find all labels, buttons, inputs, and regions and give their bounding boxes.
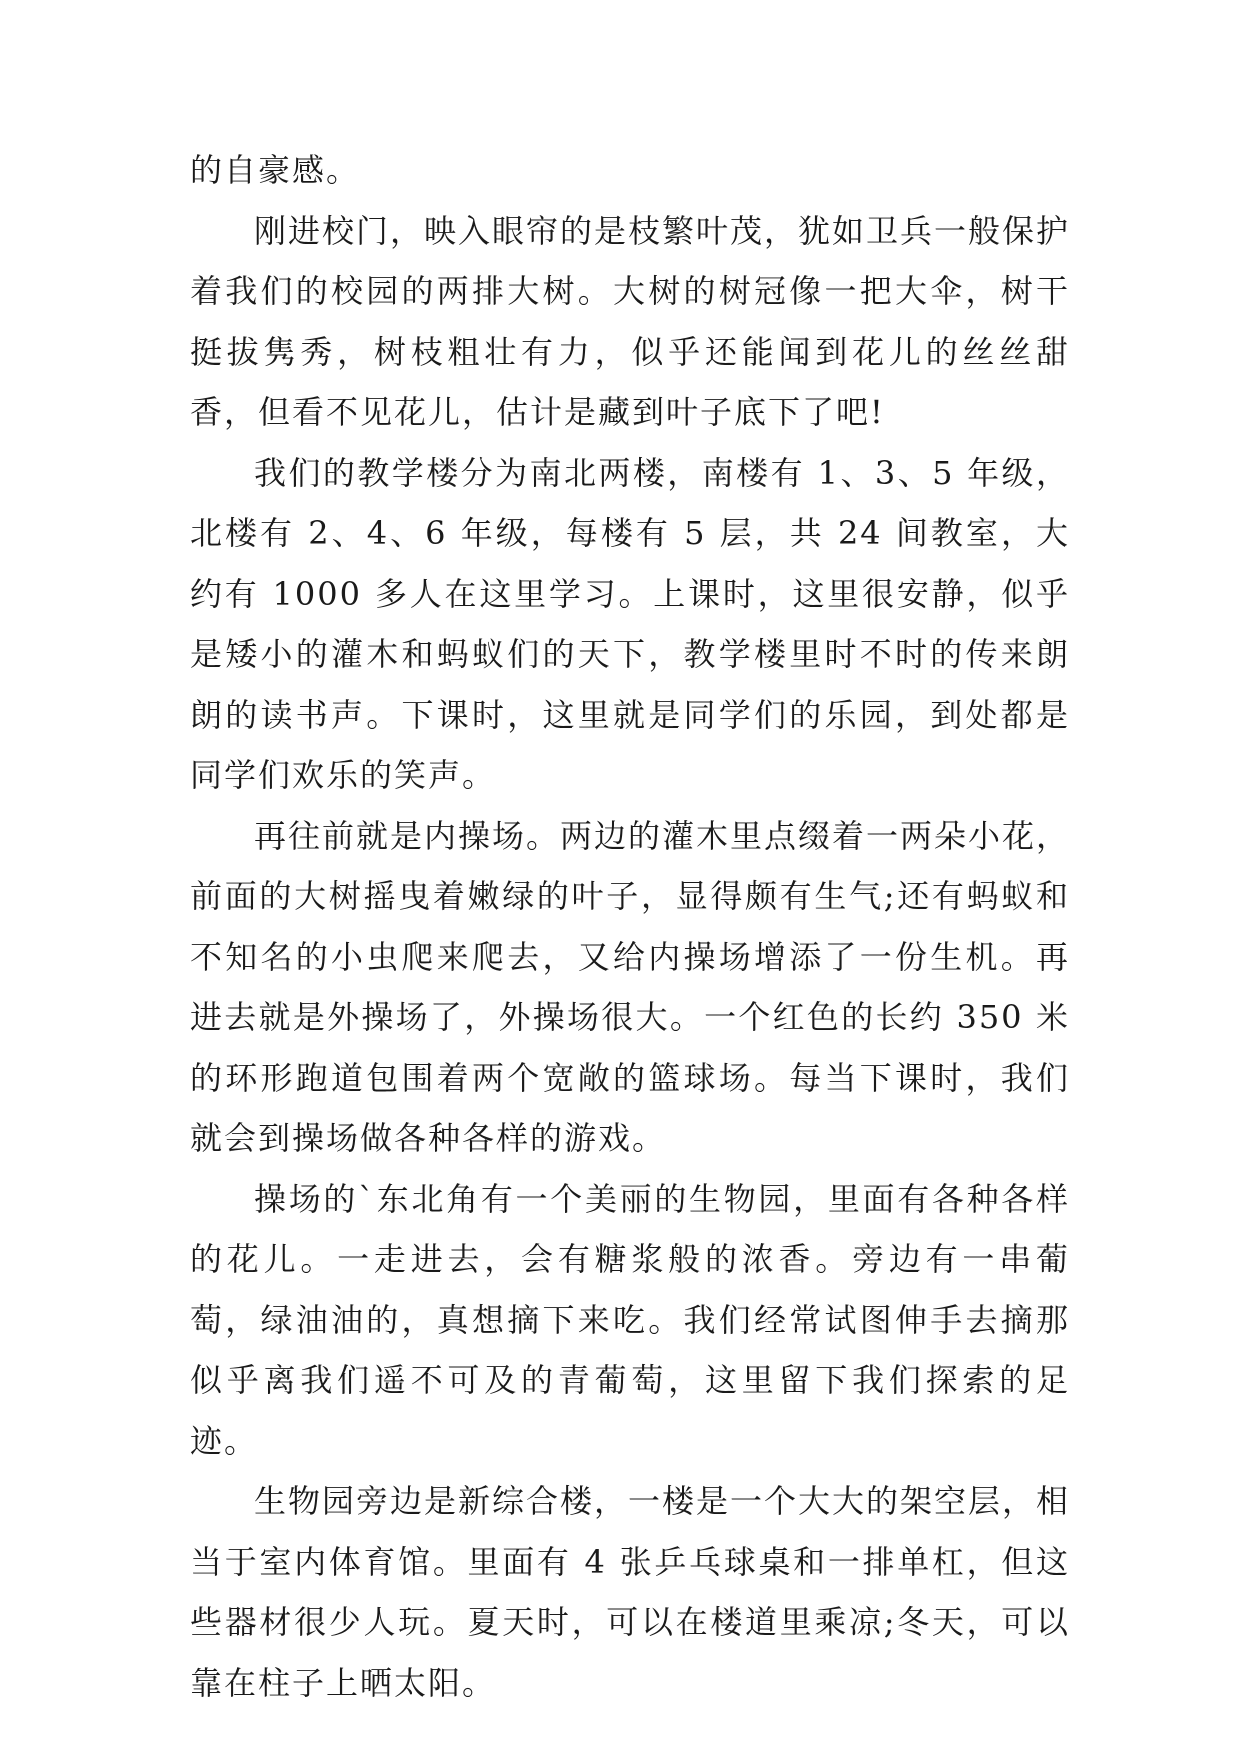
document-page (190, 140, 1070, 1713)
paragraph-6: 生物园旁边是新综合楼，一楼是一个大大的架空层，相当于室内体育馆。里面有 4 张乒乓球桌和一排单杠，但这些器材很少人玩。夏天时，可以在楼道里乘凉;冬天，可以靠在柱子上晒太阳。 (190, 1482, 1071, 1702)
paragraph-5: 操场的`东北角有一个美丽的生物园，里面有各种各样的花儿。一走进去，会有糖浆般的浓香。旁边有一串葡萄，绿油油的，真想摘下来吃。我们经常试图伸手去摘那似乎离我们遥不可及的青葡萄，这里留下我们探索的足迹。 (190, 1179, 1070, 1460)
paragraph-1: 的自豪感。 (190, 151, 361, 189)
paragraph-3: 我们的教学楼分为南北两楼，南楼有 1、3、5 年级，北楼有 2、4、6 年级，每楼有 5 层，共 24 间教室，大约有 1000 多人在这里学习。上课时，这里很安静，似乎是矮小的灌木和蚂蚁们的天下，教学楼里时不时的传来朗朗的读书声。下课时，这里就是同学们的乐园，到处都是同学们欢乐的笑声。 (190, 453, 1070, 794)
paragraph-4: 再往前就是内操场。两边的灌木里点缀着一两朵小花，前面的大树摇曳着嫩绿的叶子，显得颇有生气;还有蚂蚁和不知名的小虫爬来爬去，又给内操场增添了一份生机。再进去就是外操场了，外操场很大。一个红色的长约 350 米的环形跑道包围着两个宽敞的篮球场。每当下课时，我们就会到操场做各种各样的游戏。 (190, 816, 1071, 1157)
paragraph-2: 刚进校门，映入眼帘的是枝繁叶茂，犹如卫兵一般保护着我们的校园的两排大树。大树的树冠像一把大伞，树干挺拔隽秀，树枝粗壮有力，似乎还能闻到花儿的丝丝甜香，但看不见花儿，估计是藏到叶子底下了吧! (190, 211, 1071, 431)
